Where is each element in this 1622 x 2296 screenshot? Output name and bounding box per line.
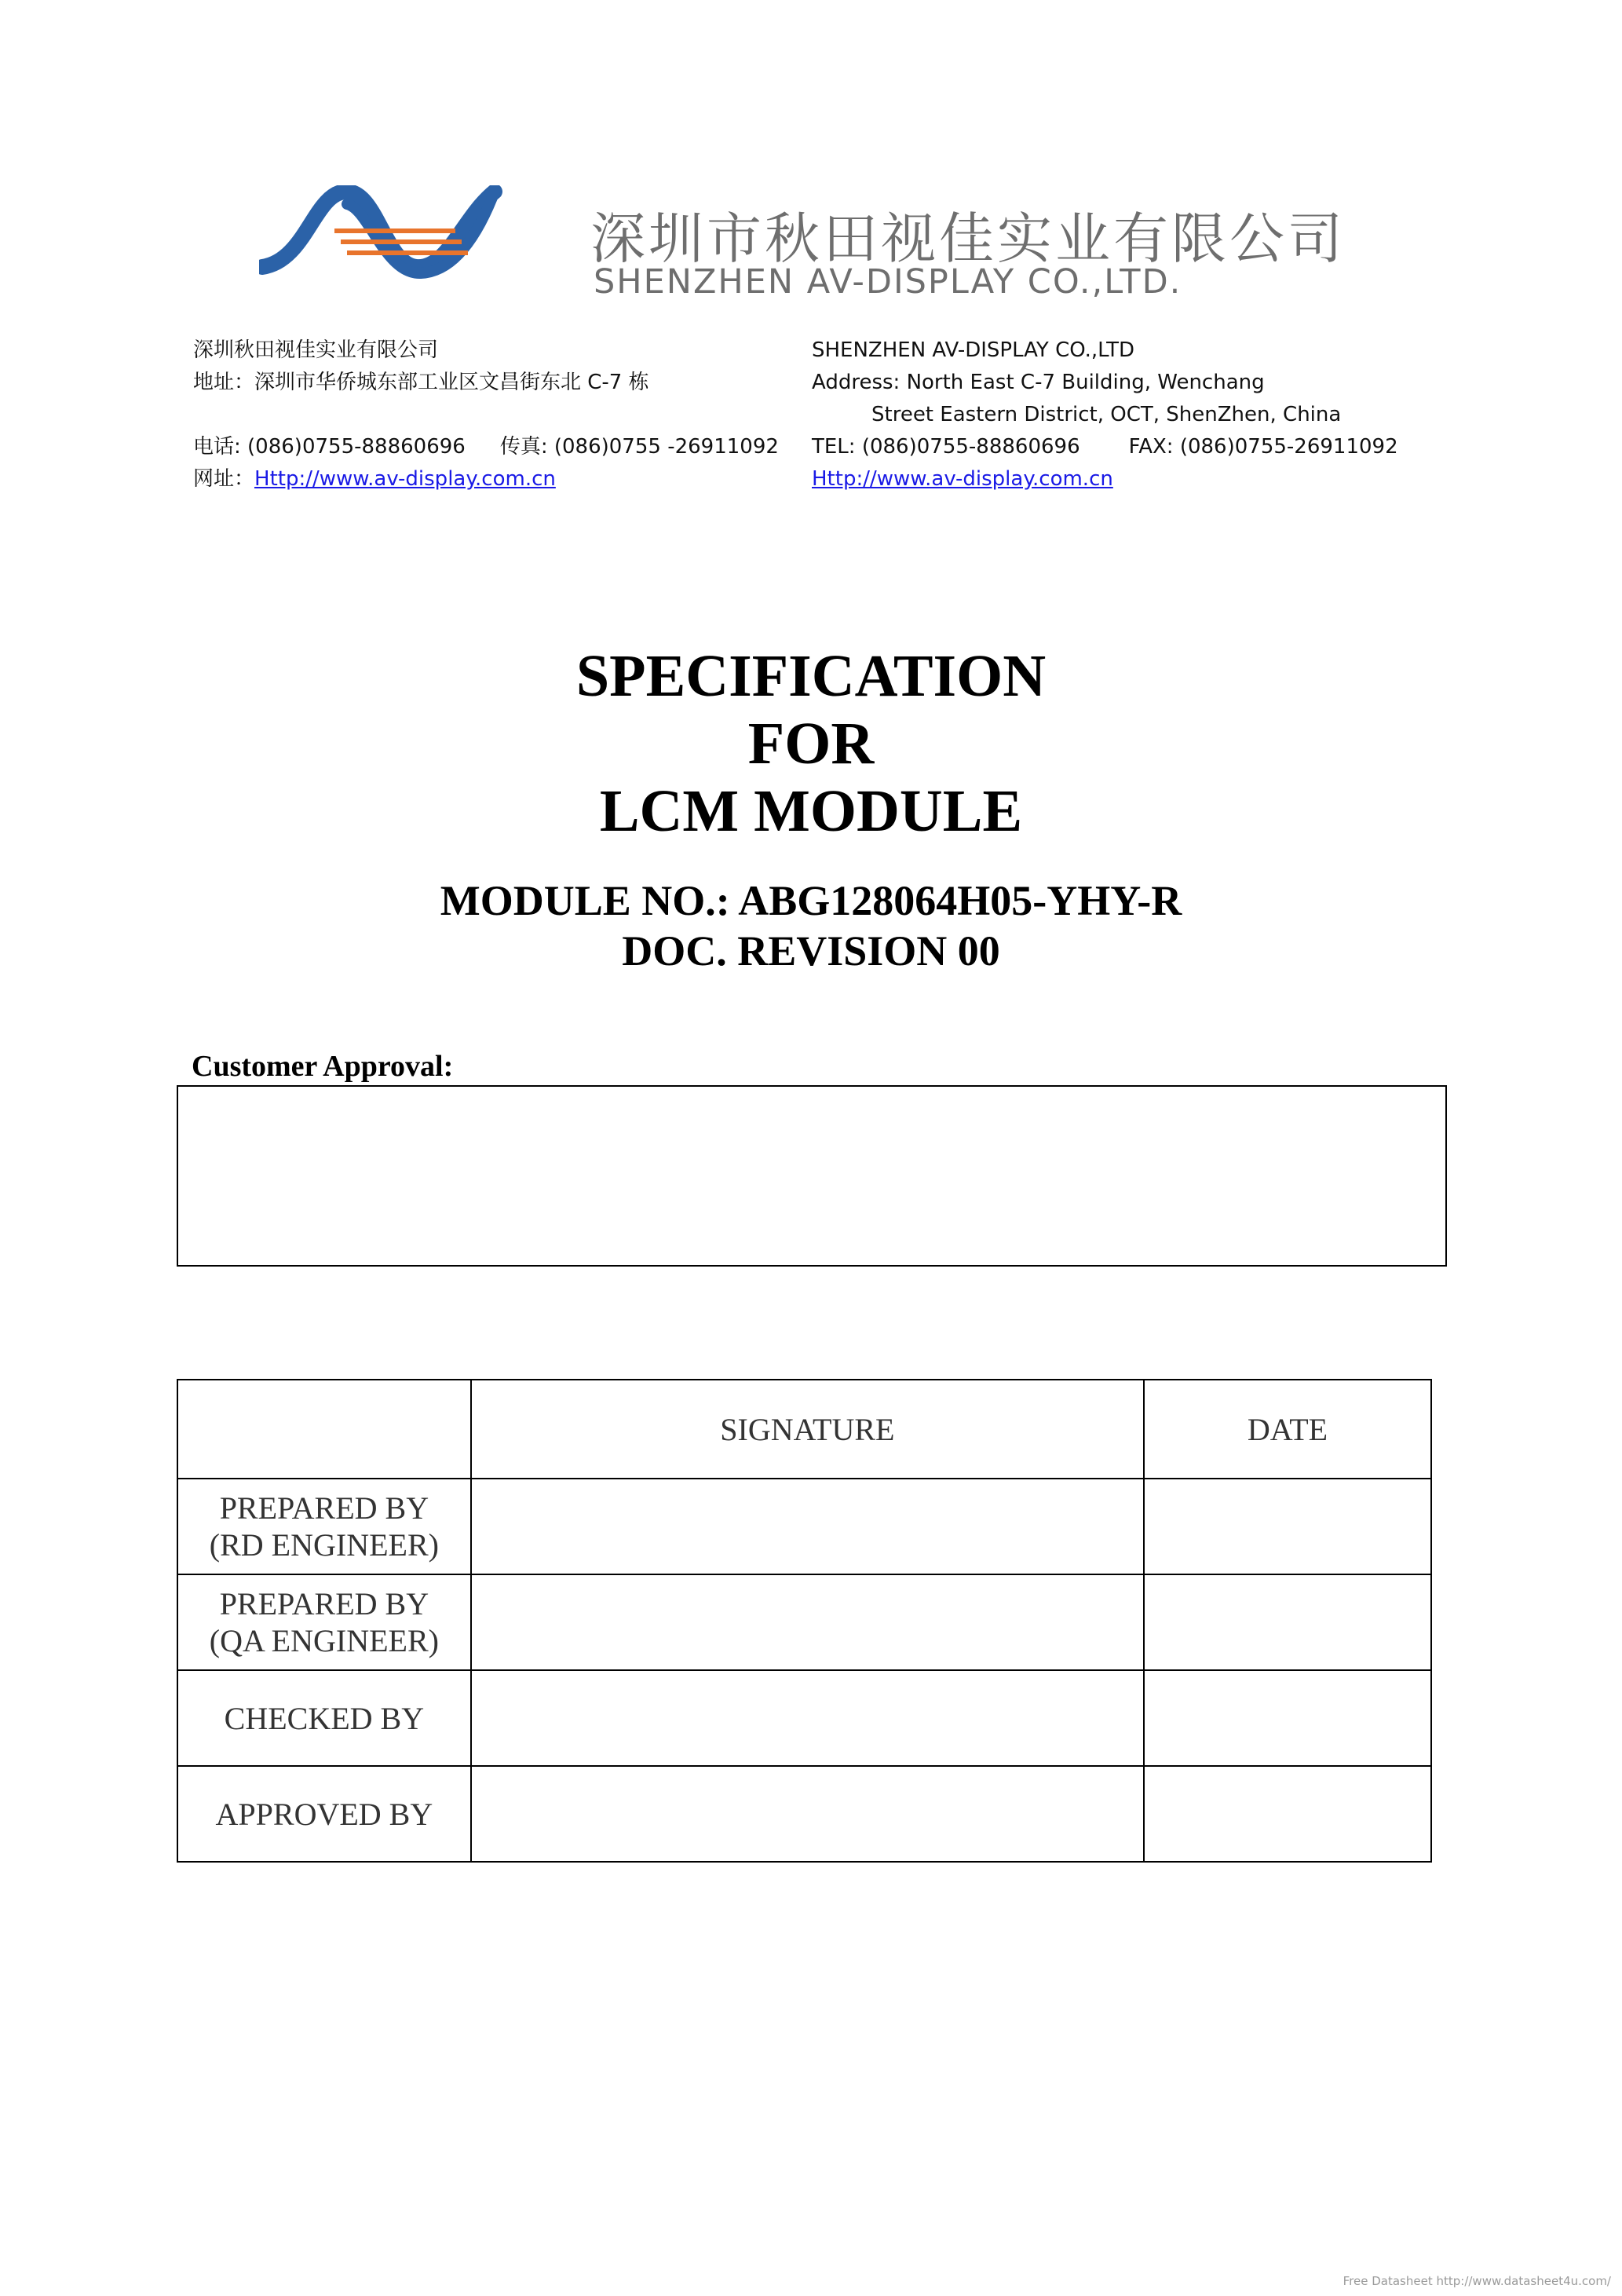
address-line-1-en: Address: North East C-7 Building, Wenchang <box>812 371 1265 394</box>
phone-fax-cn <box>193 431 779 463</box>
signature-table <box>177 1379 1432 1863</box>
date-cell[interactable] <box>1144 1766 1431 1862</box>
footer-note: Free Datasheet http://www.datasheet4u.com/ <box>1343 2274 1611 2288</box>
module-number: MODULE NO.: ABG128064H05-YHY-R <box>440 877 1182 924</box>
signature-cell[interactable] <box>471 1574 1144 1670</box>
customer-approval-box[interactable] <box>177 1085 1447 1267</box>
date-cell[interactable] <box>1144 1479 1431 1574</box>
contact-block-chinese <box>193 335 779 495</box>
signature-cell[interactable] <box>471 1479 1144 1574</box>
row-label <box>177 1574 471 1670</box>
title-line-1: SPECIFICATION <box>575 643 1047 709</box>
header-cell-date: DATE <box>1144 1380 1431 1479</box>
company-name-en: SHENZHEN AV-DISPLAY CO.,LTD <box>812 338 1134 362</box>
row-label-line-2: (QA ENGINEER) <box>209 1623 439 1658</box>
company-name-cn: 深圳秋田视佳实业有限公司 <box>193 338 439 362</box>
fax-en: FAX: (086)0755-26911092 <box>1128 435 1398 459</box>
row-label <box>177 1766 471 1862</box>
title-line-2: FOR <box>747 711 875 777</box>
logo-english-name: SHENZHEN AV-DISPLAY CO.,LTD. <box>594 262 1182 302</box>
table-row <box>177 1574 1431 1670</box>
row-label-line-2: (RD ENGINEER) <box>209 1527 439 1563</box>
contact-block-english <box>812 335 1398 495</box>
tel-fax-en <box>812 431 1398 463</box>
header-cell-signature: SIGNATURE <box>471 1380 1144 1479</box>
signature-cell[interactable] <box>471 1670 1144 1766</box>
row-label-line-1: CHECKED BY <box>224 1700 425 1736</box>
web-label-cn: 网址： <box>193 467 255 491</box>
customer-approval-label: Customer Approval: <box>192 1050 454 1083</box>
row-label-line-1: APPROVED BY <box>215 1796 433 1832</box>
doc-revision: DOC. REVISION 00 <box>622 927 1000 974</box>
address-cn: 地址：深圳市华侨城东部工业区文昌街东北 C-7 栋 <box>193 371 649 394</box>
header-cell-blank <box>177 1380 471 1479</box>
company-logo-mark <box>259 185 557 280</box>
tel-en: TEL: (086)0755-88860696 <box>812 435 1080 459</box>
web-cn <box>193 463 779 495</box>
website-link-en[interactable]: Http://www.av-display.com.cn <box>812 467 1113 491</box>
table-header-row <box>177 1380 1431 1479</box>
signature-cell[interactable] <box>471 1766 1144 1862</box>
row-label-line-1: PREPARED BY <box>219 1490 429 1526</box>
date-cell[interactable] <box>1144 1574 1431 1670</box>
logo-chinese-name: 深圳市秋田视佳实业有限公司 <box>590 207 1346 271</box>
table-row <box>177 1479 1431 1574</box>
row-label-line-1: PREPARED BY <box>219 1586 429 1621</box>
row-label <box>177 1670 471 1766</box>
date-cell[interactable] <box>1144 1670 1431 1766</box>
table-row <box>177 1766 1431 1862</box>
address-line-2-en: Street Eastern District, OCT, ShenZhen, China <box>871 403 1342 426</box>
row-label <box>177 1479 471 1574</box>
table-row <box>177 1670 1431 1766</box>
phone-cn: 电话: (086)0755-88860696 <box>193 435 466 459</box>
website-link-cn[interactable]: Http://www.av-display.com.cn <box>254 467 556 491</box>
title-line-3: LCM MODULE <box>599 778 1023 844</box>
fax-cn: 传真: (086)0755 -26911092 <box>499 435 779 459</box>
